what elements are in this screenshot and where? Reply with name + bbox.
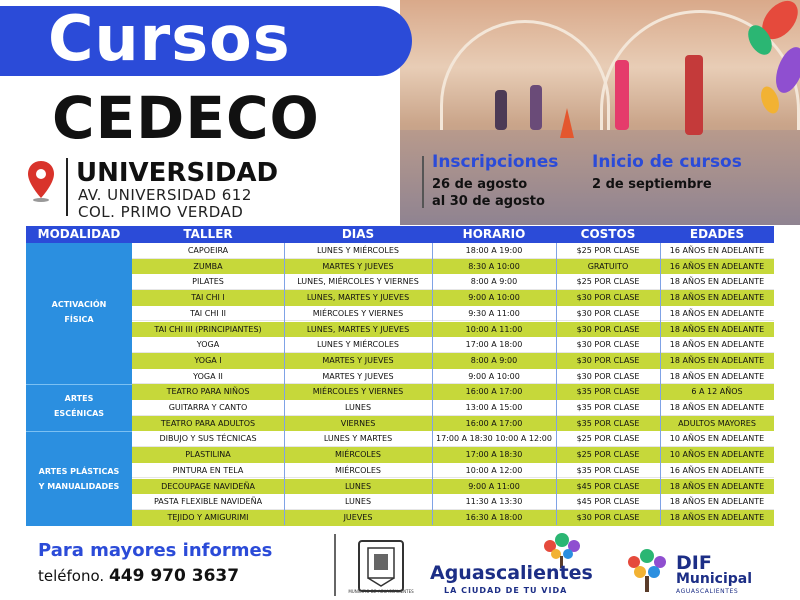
dif-tree-logo-icon	[622, 548, 672, 596]
cell-costo: $30 POR CLASE	[576, 324, 640, 334]
modalidad-column	[26, 243, 132, 526]
cell-dias: MARTES Y JUEVES	[322, 355, 394, 365]
cell-horario: 9:00 A 10:00	[468, 293, 520, 303]
dates-divider	[422, 156, 424, 208]
location-pin-icon	[26, 160, 56, 202]
cell-taller: GUITARRA Y CANTO	[168, 403, 248, 412]
cell-taller: DECOUPAGE NAVIDEÑA	[161, 481, 255, 491]
table-row	[132, 463, 774, 479]
cell-costo: $25 POR CLASE	[576, 450, 640, 460]
person-figure	[530, 85, 542, 130]
cell-horario: 18:00 A 19:00	[465, 246, 523, 255]
city-logo-tagline: LA CIUDAD DE TU VIDA	[444, 586, 568, 595]
cell-dias: MARTES Y JUEVES	[322, 261, 394, 271]
cell-dias: MIÉRCOLES Y VIERNES	[312, 308, 404, 318]
cell-edades: 18 AÑOS EN ADELANTE	[669, 497, 765, 507]
group-label-line: FÍSICA	[64, 315, 94, 324]
cell-horario: 10:00 A 12:00	[465, 465, 523, 475]
header-edades: EDADES	[689, 227, 745, 241]
header-dias: DIAS	[341, 227, 375, 241]
table-row	[132, 400, 774, 416]
seal-caption: MUNICIPIO DE AGUASCALIENTES	[348, 589, 414, 594]
cell-taller: YOGA II	[193, 371, 223, 381]
cell-dias: JUEVES	[343, 512, 373, 522]
cell-costo: $35 POR CLASE	[576, 418, 640, 428]
cell-edades: 6 A 12 AÑOS	[691, 387, 743, 397]
cell-dias: MARTES Y JUEVES	[322, 371, 394, 381]
cell-taller: PASTA FLEXIBLE NAVIDEÑA	[153, 497, 263, 507]
table-row	[132, 494, 774, 510]
group-label-line: Y MANUALIDADES	[38, 482, 120, 491]
cell-horario: 17:00 A 18:30 10:00 A 12:00	[436, 434, 552, 444]
cell-horario: 9:30 A 11:00	[468, 308, 520, 318]
group-label	[26, 391, 132, 421]
page-subtitle: CEDECO	[52, 84, 320, 152]
cell-costo: $30 POR CLASE	[576, 293, 640, 303]
cell-dias: LUNES, MIÉRCOLES Y VIERNES	[297, 277, 419, 287]
cell-horario: 13:00 A 15:00	[465, 403, 523, 412]
table-row	[132, 510, 774, 526]
person-figure	[495, 90, 507, 130]
cell-horario: 10:00 A 11:00	[465, 324, 523, 334]
column-separator	[432, 243, 433, 525]
cell-horario: 8:30 A 10:00	[468, 261, 520, 271]
address-line-2: COL. PRIMO VERDAD	[78, 203, 244, 221]
cell-horario: 16:00 A 17:00	[465, 387, 523, 397]
cell-taller: PLASTILINA	[185, 450, 231, 460]
cell-edades: 16 AÑOS EN ADELANTE	[669, 465, 765, 475]
address-line-1: AV. UNIVERSIDAD 612	[78, 186, 252, 204]
cell-edades: 16 AÑOS EN ADELANTE	[669, 261, 765, 271]
location-name: UNIVERSIDAD	[76, 158, 279, 188]
cell-taller: TEATRO PARA ADULTOS	[160, 418, 256, 428]
cell-taller: DIBUJO Y SUS TÉCNICAS	[159, 434, 257, 444]
cell-dias: MIÉRCOLES	[335, 450, 381, 460]
cell-edades: 18 AÑOS EN ADELANTE	[669, 324, 765, 334]
footer-divider	[334, 534, 336, 596]
table-row	[132, 479, 774, 495]
cell-taller: YOGA I	[194, 355, 222, 365]
cell-horario: 9:00 A 11:00	[468, 481, 520, 491]
header-taller: TALLER	[183, 227, 233, 241]
cell-taller: TEJIDO Y AMIGURIMI	[167, 512, 249, 522]
header-modalidad: MODALIDAD	[37, 227, 121, 241]
cell-taller: TAI CHI III (PRINCIPIANTES)	[154, 324, 262, 334]
cell-taller: YOGA	[196, 340, 220, 350]
cell-horario: 17:00 A 18:30	[465, 450, 523, 460]
cell-horario: 16:30 A 18:00	[465, 512, 523, 522]
table-row	[132, 431, 774, 447]
cell-edades: 18 AÑOS EN ADELANTE	[669, 277, 765, 287]
cell-dias: MIÉRCOLES	[335, 465, 381, 475]
cell-costo: $45 POR CLASE	[576, 481, 640, 491]
group-label-line: ESCÉNICAS	[53, 409, 105, 418]
cone-icon	[560, 108, 574, 138]
cell-dias: LUNES	[344, 403, 372, 412]
cell-dias: MIÉRCOLES Y VIERNES	[312, 387, 404, 397]
cell-edades: ADULTOS MAYORES	[678, 418, 756, 428]
footer-title: Para mayores informes	[38, 540, 273, 561]
cell-dias: LUNES, MARTES Y JUEVES	[306, 324, 410, 334]
cell-edades: 18 AÑOS EN ADELANTE	[669, 403, 765, 412]
column-separator	[660, 243, 661, 525]
table-row	[132, 290, 774, 306]
cell-dias: LUNES Y MARTES	[323, 434, 393, 444]
table-row	[132, 259, 774, 275]
footer-phone	[38, 566, 239, 586]
leaf-decoration-icon	[740, 0, 800, 120]
cell-taller: PINTURA EN TELA	[172, 465, 244, 475]
cell-costo: $30 POR CLASE	[576, 340, 640, 350]
cell-horario: 11:30 A 13:30	[465, 497, 523, 507]
table-row	[132, 416, 774, 432]
cell-taller: ZUMBA	[193, 261, 223, 271]
cell-horario: 8:00 A 9:00	[470, 277, 518, 287]
cell-costo: $35 POR CLASE	[576, 465, 640, 475]
location-divider	[66, 158, 68, 216]
cell-costo: $30 POR CLASE	[576, 308, 640, 318]
registration-title: Inscripciones	[432, 152, 559, 172]
table-row	[132, 369, 774, 385]
cell-horario: 9:00 A 10:00	[468, 371, 520, 381]
group-separator	[26, 384, 132, 385]
start-date: 2 de septiembre	[592, 177, 712, 192]
cell-edades: 18 AÑOS EN ADELANTE	[669, 355, 765, 365]
cell-edades: 10 AÑOS EN ADELANTE	[669, 434, 765, 444]
city-logo-text: Aguascalientes	[430, 562, 593, 584]
cell-horario: 16:00 A 17:00	[465, 418, 523, 428]
cell-horario: 8:00 A 9:00	[470, 355, 518, 365]
cell-edades: 18 AÑOS EN ADELANTE	[669, 481, 765, 491]
table-row	[132, 322, 774, 338]
cell-dias: LUNES	[344, 497, 372, 507]
cell-costo: $30 POR CLASE	[576, 355, 640, 365]
phone-label: teléfono.	[38, 567, 105, 585]
table-row	[132, 337, 774, 353]
start-title: Inicio de cursos	[592, 152, 742, 172]
group-label-line: ACTIVACIÓN	[51, 300, 107, 309]
cell-dias: LUNES	[344, 481, 372, 491]
cell-dias: LUNES Y MIÉRCOLES	[317, 340, 399, 350]
cell-edades: 18 AÑOS EN ADELANTE	[669, 293, 765, 303]
group-label	[26, 464, 132, 494]
cell-edades: 18 AÑOS EN ADELANTE	[669, 308, 765, 318]
column-separator	[284, 243, 285, 525]
cell-taller: TAI CHI II	[190, 308, 226, 318]
cell-edades: 10 AÑOS EN ADELANTE	[669, 450, 765, 460]
person-figure	[685, 55, 703, 135]
cell-costo: GRATUITO	[587, 261, 629, 271]
dif-logo-tagline: AGUASCALIENTES	[676, 588, 739, 595]
cell-costo: $30 POR CLASE	[576, 512, 640, 522]
table-row	[132, 353, 774, 369]
cell-costo: $45 POR CLASE	[576, 497, 640, 507]
cell-costo: $25 POR CLASE	[576, 434, 640, 444]
cell-edades: 18 AÑOS EN ADELANTE	[669, 512, 765, 522]
registration-date-2: al 30 de agosto	[432, 194, 545, 209]
group-separator	[26, 431, 132, 432]
person-figure	[615, 60, 629, 130]
cell-taller: PILATES	[192, 277, 224, 287]
cell-dias: LUNES Y MIÉRCOLES	[317, 246, 399, 255]
cell-taller: TAI CHI I	[191, 293, 225, 303]
cell-costo: $30 POR CLASE	[576, 371, 640, 381]
cell-edades: 18 AÑOS EN ADELANTE	[669, 371, 765, 381]
arch-decoration	[440, 20, 610, 140]
group-label	[26, 297, 132, 327]
cell-costo: $35 POR CLASE	[576, 403, 640, 412]
table-row	[132, 447, 774, 463]
column-separator	[556, 243, 557, 525]
cell-costo: $25 POR CLASE	[576, 246, 640, 255]
cell-horario: 17:00 A 18:00	[465, 340, 523, 350]
cell-edades: 18 AÑOS EN ADELANTE	[669, 340, 765, 350]
cell-dias: LUNES, MARTES Y JUEVES	[306, 293, 410, 303]
phone-number[interactable]: 449 970 3637	[108, 566, 240, 586]
table-row	[132, 274, 774, 290]
dif-logo-title: DIF	[676, 552, 712, 574]
cell-costo: $25 POR CLASE	[576, 277, 640, 287]
cell-taller: CAPOEIRA	[187, 246, 229, 255]
header-costos: COSTOS	[580, 227, 636, 241]
table-row	[132, 306, 774, 322]
group-label-line: ARTES PLÁSTICAS	[38, 467, 120, 476]
page-title: Cursos	[48, 2, 291, 75]
group-label-line: ARTES	[64, 394, 94, 403]
cell-edades: 16 AÑOS EN ADELANTE	[669, 246, 765, 255]
table-row	[132, 243, 774, 259]
municipal-seal-icon	[358, 540, 404, 592]
header-horario: HORARIO	[462, 227, 526, 241]
dif-logo-subtitle: Municipal	[676, 571, 753, 587]
cell-taller: TEATRO PARA NIÑOS	[166, 387, 250, 397]
cell-dias: VIERNES	[340, 418, 376, 428]
table-row	[132, 384, 774, 400]
registration-date-1: 26 de agosto	[432, 177, 528, 192]
cell-costo: $35 POR CLASE	[576, 387, 640, 397]
table-header	[26, 226, 774, 243]
seal-shield-icon	[360, 542, 402, 590]
